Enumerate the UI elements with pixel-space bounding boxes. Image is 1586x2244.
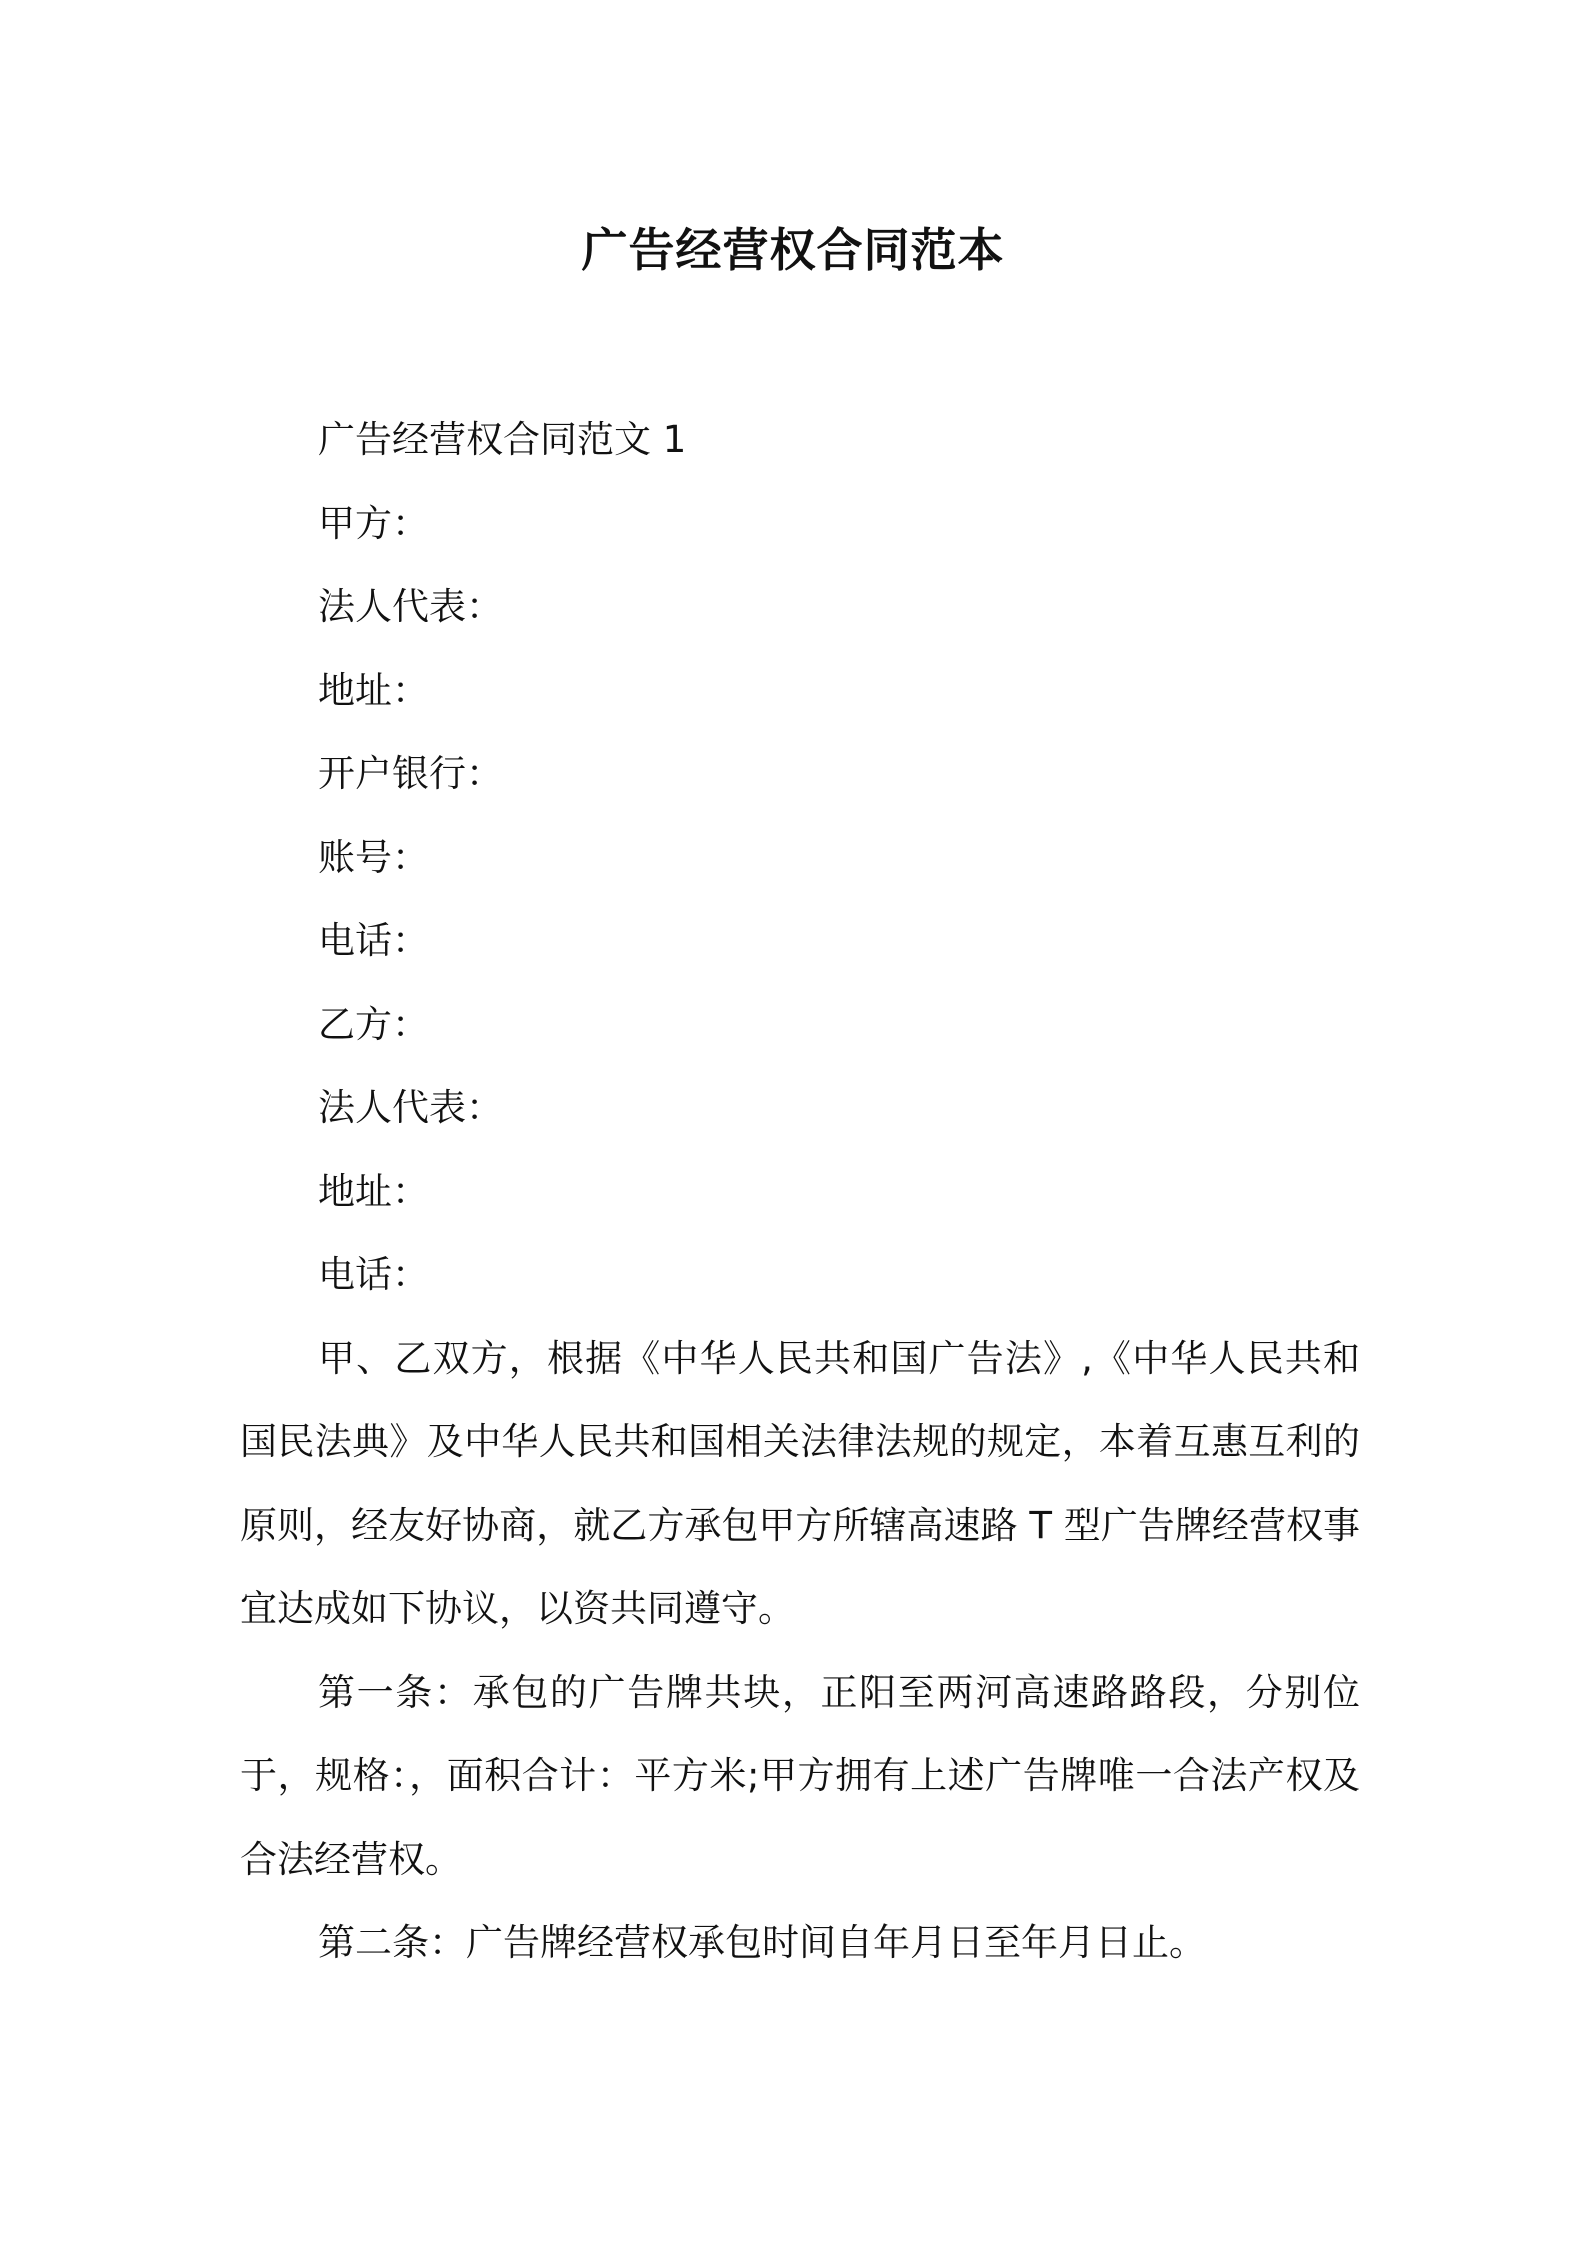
preamble-paragraph: 甲、乙双方，根据《中华人民共和国广告法》,《中华人民共和国民法典》及中华人民共和国相关法律法规的规定，本着互惠互利的原则，经友好协商，就乙方承包甲方所辖高速路 T 型广告牌经营权事宜达成如下协议，以资共同遵守。 bbox=[240, 1336, 1360, 1630]
party-b-phone: 电话： bbox=[318, 1253, 429, 1296]
document-body bbox=[240, 398, 1360, 1985]
party-a-phone: 电话： bbox=[318, 919, 429, 962]
article-1-paragraph: 第一条：承包的广告牌共块，正阳至两河高速路路段，分别位于，规格：，面积合计：平方米;甲方拥有上述广告牌唯一合法产权及合法经营权。 bbox=[240, 1670, 1360, 1881]
article-2-paragraph: 第二条：广告牌经营权承包时间自年月日至年月日止。 bbox=[318, 1921, 1206, 1964]
party-b-address: 地址： bbox=[318, 1169, 429, 1213]
document-title: 广告经营权合同范本 bbox=[581, 223, 1005, 277]
section-title: 广告经营权合同范文 1 bbox=[318, 418, 687, 461]
party-a-label: 甲方： bbox=[318, 501, 429, 545]
party-b-label: 乙方： bbox=[318, 1002, 429, 1046]
party-a-address: 地址： bbox=[318, 668, 429, 712]
party-a-bank: 开户银行： bbox=[318, 752, 503, 795]
party-a-account: 账号： bbox=[318, 835, 429, 879]
party-b-legal-rep: 法人代表： bbox=[318, 1086, 503, 1129]
party-a-legal-rep: 法人代表： bbox=[318, 585, 503, 628]
